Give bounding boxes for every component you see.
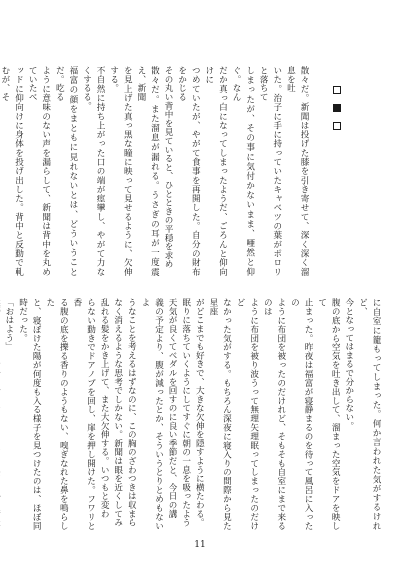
text-line: 眠りに落ちていくようにしてすぐに朝の一息を吸ったよう <box>180 298 191 527</box>
text-line: 腹の底から空気を吐き出して、溜まった空気をドアを映して <box>316 298 341 530</box>
text-line: 天気が良くてベダルを回すのに良い季節だと、今日の講 <box>167 298 178 518</box>
text-line: る腹の底を擽る香りのようもない、嗅ぎなれた鼻を鳴らした <box>44 298 69 530</box>
text-line: ッドに仰向けに身体を投げ出した。背中と反動で軋むが、そ <box>0 66 24 276</box>
text-line: 散々だ。新聞は投げた膝を引き寄せて、深く深く溜息を吐 <box>285 66 309 276</box>
text-line: ように布団を被り波うって無理矢理眠ってしまったのだけど <box>235 298 259 530</box>
text-line: 今となってはまるで分からない。 <box>343 298 354 430</box>
body-text-lower <box>3 298 382 530</box>
scene-break-marks <box>330 86 344 130</box>
text-line: 福富の顔をまともに見れないとは、どういうことだ。吃る <box>54 66 78 276</box>
text-line: を見上げた真っ黒な瞳に映って見せるように、欠伸する。 <box>108 66 133 276</box>
text-line: いた。治子に手に持っていたキャベツの葉がポロリと落ちて <box>258 66 282 276</box>
text-line: その丸い背中を見ていると、ひとときの平穏を求め <box>163 66 174 269</box>
text-line: しまったが、その事に気付かないまま、唖然と仰ぐ。なん <box>231 66 255 276</box>
text-line: ように布団を被ったのだけれど、そもそも自室にまで来るのは <box>262 298 286 530</box>
scene-mark-filled-square <box>333 104 341 112</box>
text-line: なく消えるような思考でしかない。新聞は眼を近くしてみ <box>112 298 123 527</box>
text-line: なかった気がする。もちろん深夜に寝入りの間際から見た星座 <box>207 298 232 530</box>
text-line: 義の予定より、腹が減ったとか、そういうとりとめもないよ <box>139 298 164 530</box>
body-text-upper <box>0 66 310 276</box>
text-line: と、寝ぼけた陽が何度も入る様子を見つけたのは、ほぼ同時だった。 <box>17 298 42 530</box>
text-line: つめていたが、やがて食事を再開した。自分の財布をかじる <box>176 66 201 276</box>
text-line: がどこまでも好きで、大きな欠伸を隠すように横たわる。 <box>194 298 205 527</box>
scene-mark-open-square-2 <box>333 122 341 130</box>
text-line: らない動きでドアノブを回し、扉を押し開けた。フワリと香 <box>71 298 96 530</box>
text-line: に自室に籠もってしまった。何か言われた気がするけれど、 <box>357 298 381 530</box>
text-line: ように意味のない声を漏らして、新聞は背中を丸めていたべ <box>27 66 51 276</box>
page-number: 11 <box>194 540 206 550</box>
text-line: うなことを考えるはずなのに、この胸のざわつきは収まら <box>126 298 137 527</box>
scene-mark-open-square-1 <box>333 86 341 94</box>
text-line: 不自然に持ち上がった口の端が痙攣し、やがて力なくするる。 <box>81 66 106 276</box>
text-line: 止まった。昨夜は福富が寝静まるのを待って風呂に入ったの <box>289 298 314 530</box>
text-line: 散々だ。また溜息が漏れる。うさぎの耳が一度震え、新聞 <box>135 66 160 276</box>
text-line: 乱れる髪をかき上げて、また大欠伸する。いつもと変わ <box>99 298 110 518</box>
text-line: 「おはよう」 <box>3 298 14 351</box>
text-line: だか真っ白になってしまったようだ、ごろんと仰向けに <box>203 66 228 276</box>
